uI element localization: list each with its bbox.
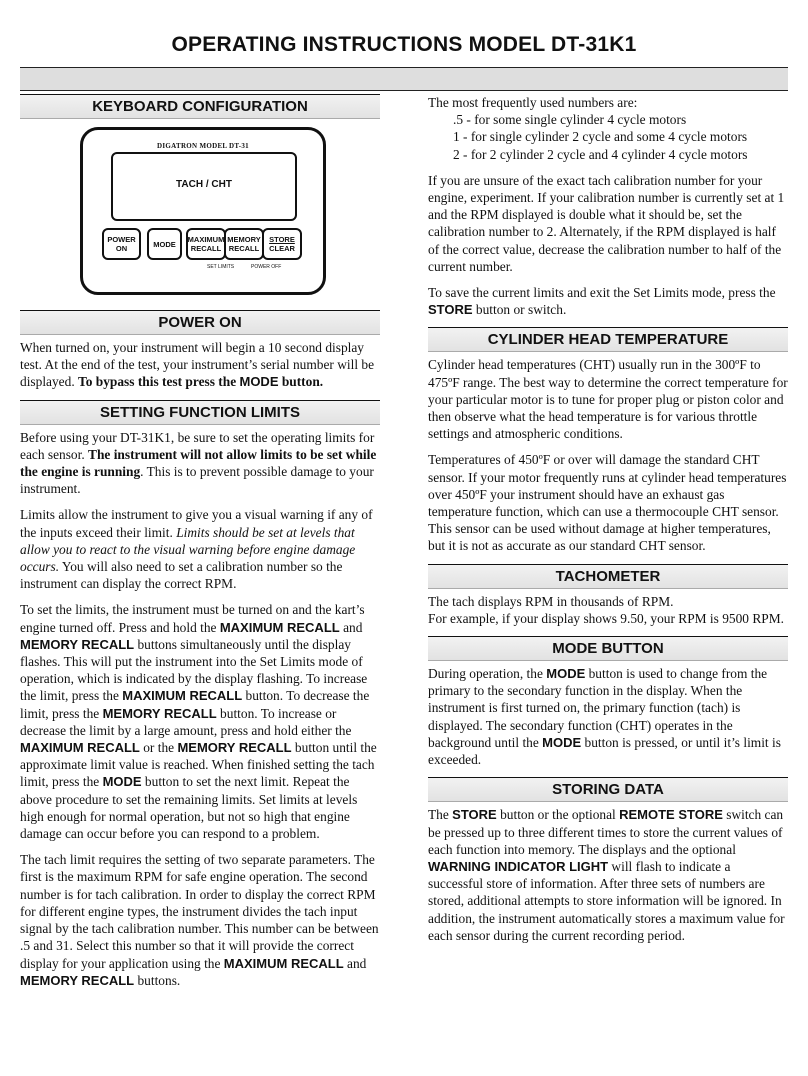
cht-paragraph-2: Temperatures of 450ºF or over will damage the standard CHT sensor. If your motor frequently runs at cylinder head temperatures over 450ºF your instrument should have an exhaust gas temperature function, which can use a thermocouple CHT sensor. This sensor can be used without damage at higher temperatures, but it is not as accurate as our standard CHT sensor. xyxy=(428,452,787,554)
mode-button-heading: MODE BUTTON xyxy=(428,636,788,661)
store-clear-key: STORE CLEAR xyxy=(262,228,302,260)
limits-paragraph-4: The tach limit requires the setting of two separate parameters. The first is the maximum RPM for safe engine operation. The second number is for tach calibration. In order to display the correct RPM for different engine types, the instrument divides the tach input signal by the tach calibration number. This number can be between .5 and 31. Select this number so that it will provide the correct display for your application using the MAXIMUM RECALL and MEMORY RECALL buttons. xyxy=(20,852,379,988)
page-title: OPERATING INSTRUCTIONS MODEL DT-31K1 xyxy=(171,33,637,56)
frequent-number-item: 2 - for 2 cylinder 2 cycle and 4 cylinder 4 cycle motors xyxy=(453,146,748,162)
save-limits-paragraph: To save the current limits and exit the Set Limits mode, press the STORE button or switch. xyxy=(428,285,776,318)
memory-recall-key: MEMORY RECALL xyxy=(224,228,264,260)
display-screen xyxy=(111,152,297,221)
frequent-number-item: 1 - for single cylinder 2 cycle and some 4 cycle motors xyxy=(453,129,748,145)
title-rule-bar xyxy=(20,67,788,91)
storing-data-heading: STORING DATA xyxy=(428,777,788,802)
limits-paragraph-2: Limits allow the instrument to give you a visual warning if any of the inputs exceed their limit. Limits should be set at levels that allow you to react to the visual warning before engine damage occurs. You will also need to set a calibration number so the instrument can display the correct RPM. xyxy=(20,507,373,592)
limits-paragraph-1: Before using your DT-31K1, be sure to set the operating limits for each sensor. The instrument will not allow limits to be set while the engine is running. This is to prevent possible damage to your instrument. xyxy=(20,429,377,497)
mode-key: MODE xyxy=(147,228,182,260)
unsure-paragraph: If you are unsure of the exact tach calibration number for your engine, experiment. If your calibration number is currently set at 1 and the RPM displayed is double what it should be, set the calibration number to 2. Alternately, if the RPM displayed is half of the correct value, decrease the calibration number to half of the current number. xyxy=(428,172,785,274)
limits-paragraph-3: To set the limits, the instrument must be turned on and the kart’s engine turned off. Press and hold the MAXIMUM RECALL and MEMORY RECALL buttons simultaneously until the display flashes. This will put the instrument into the Set Limits mode of operation, which is indicated by the display flashing. To increase the limit, press the MAXIMUM RECALL button. To decrease the limit, press the MEMORY RECALL button. To increase or decrease the limit by a large amount, press and hold either the MAXIMUM RECALL or the MEMORY RECALL button until the approximate limit value is reached. When finished setting the tach limit, press the MODE button to set the next limit. Repeat the above procedure to set the remaining limits. Set limits at levels high enough for normal operation, but not so high that engine damage can occur before you can respond to a problem. xyxy=(20,602,377,842)
screen-text: TACH / CHT xyxy=(176,179,232,190)
power-on-heading: POWER ON xyxy=(20,310,380,335)
maximum-recall-key: MAXIMUM RECALL xyxy=(186,228,226,260)
power-on-key: POWER ON xyxy=(102,228,141,260)
tachometer-heading: TACHOMETER xyxy=(428,564,788,589)
keyboard-heading: KEYBOARD CONFIGURATION xyxy=(20,94,380,119)
frequent-number-item: .5 - for some single cylinder 4 cycle motors xyxy=(453,112,687,128)
power-off-label: POWER OFF xyxy=(251,264,282,270)
keypad-diagram xyxy=(80,127,326,295)
setting-limits-heading: SETTING FUNCTION LIMITS xyxy=(20,400,380,425)
frequent-numbers-intro: The most frequently used numbers are: xyxy=(428,95,638,110)
power-on-text: When turned on, your instrument will begin a 10 second display test. At the end of the test, your instrument’s serial number will be displayed. To bypass this test press the MODE button. xyxy=(20,340,375,390)
cht-heading: CYLINDER HEAD TEMPERATURE xyxy=(428,327,788,352)
cht-paragraph-1: Cylinder head temperatures (CHT) usually run in the 300ºF to 475ºF range. The best way to determine the correct temperature for your particular motor is to tune for proper plug or piston color and then observe what the head temperature is for various throttle settings and atmospheric conditions. xyxy=(428,357,788,442)
mode-paragraph: During operation, the MODE button is used to change from the primary to the secondary function in the display. When the instrument is first turned on, the primary function (tach) is displayed. The secondary function (CHT) operates in the background until the MODE button is pressed, or until it’s limit is exceeded. xyxy=(428,666,781,768)
device-label: DIGATRON MODEL DT-31 xyxy=(157,142,249,150)
set-limits-label: SET LIMITS xyxy=(207,264,235,270)
right-column xyxy=(428,94,788,953)
tach-paragraph: The tach displays RPM in thousands of RPM. For example, if your display shows 9.50, your RPM is 9500 RPM. xyxy=(428,593,784,626)
left-column xyxy=(20,94,380,998)
storing-paragraph: The STORE button or the optional REMOTE STORE switch can be pressed up to three different times to store the current values of each function into memory. The displays and the optional WARNING INDICATOR LIGHT will flash to indicate a successful store of information. After three sets of numbers are stored, additional attempts to store information will be ignored. In addition, the instrument automatically stores a maximum value for each sensor during the current recording period. xyxy=(428,807,785,943)
